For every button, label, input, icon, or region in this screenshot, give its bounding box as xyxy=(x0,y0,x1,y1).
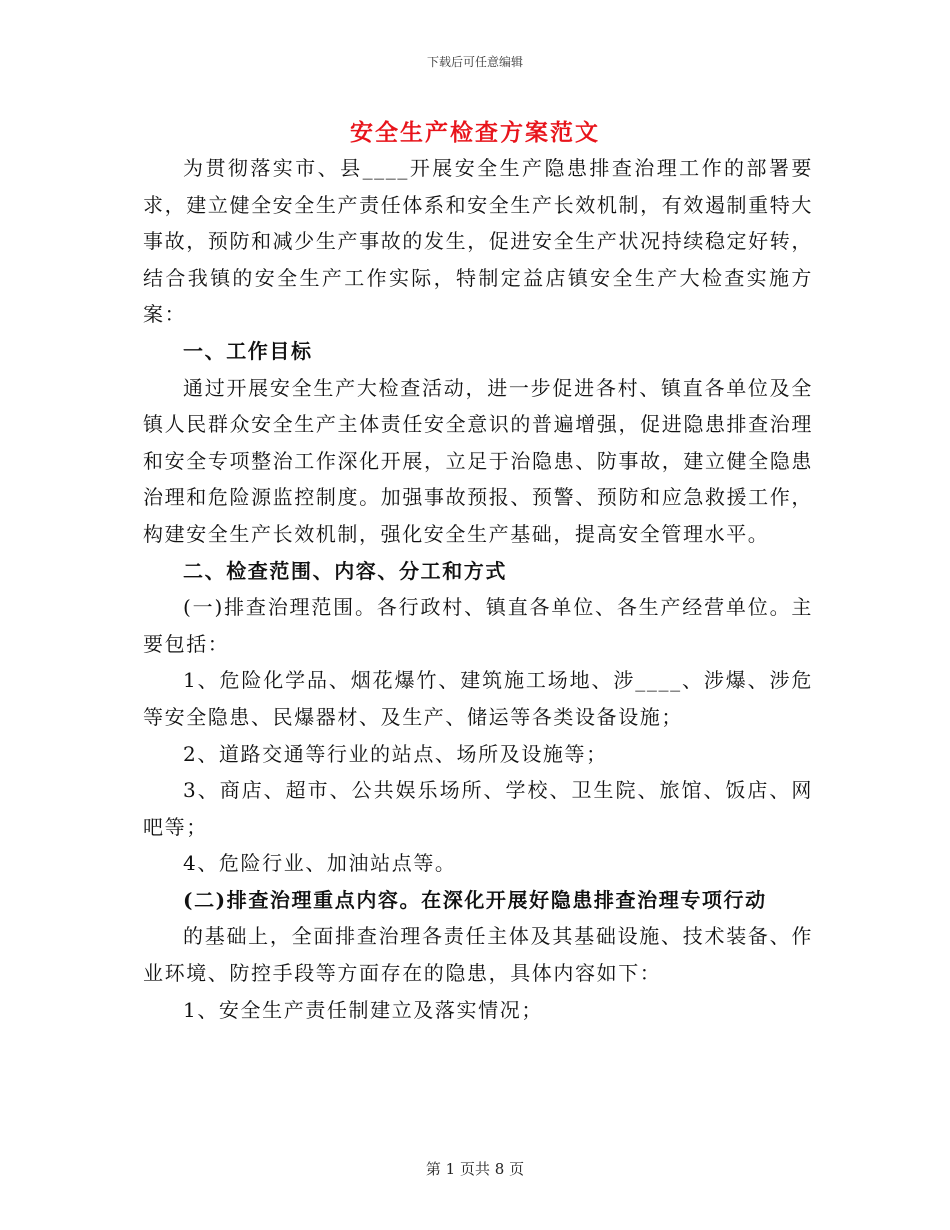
section-heading-scope: 二、检查范围、内容、分工和方式 xyxy=(183,558,507,583)
document-body xyxy=(143,150,813,1028)
paragraph-scope: (一)排查治理范围。各行政村、镇直各单位、各生产经营单位。主要包括： xyxy=(143,595,813,656)
list-item: 4、危险行业、加油站点等。 xyxy=(183,851,457,876)
list-item: 1、危险化学品、烟花爆竹、建筑施工场地、涉____、涉爆、涉危等安全隐患、民爆器材、及生产、储运等各类设备设施； xyxy=(143,668,813,729)
paragraph-goals: 通过开展安全生产大检查活动，进一步促进各村、镇直各单位及全镇人民群众安全生产主体责任安全意识的普遍增强，促进隐患排查治理和安全专项整治工作深化开展，立足于治隐患、防事故，建立健全隐患治理和危险源监控制度。加强事故预报、预警、预防和应急救援工作，构建安全生产长效机制，强化安全生产基础，提高安全管理水平。 xyxy=(143,375,813,546)
list-item: 1、安全生产责任制建立及落实情况； xyxy=(183,997,543,1022)
paragraph-key-content: 的基础上，全面排查治理各责任主体及其基础设施、技术装备、作业环境、防控手段等方面存在的隐患，具体内容如下： xyxy=(143,924,813,986)
subsection-heading-key-content: (二)排查治理重点内容。在深化开展好隐患排查治理专项行动 xyxy=(183,887,767,912)
list-item: 3、商店、超市、公共娱乐场所、学校、卫生院、旅馆、饭店、网吧等； xyxy=(143,778,813,839)
list-item: 2、道路交通等行业的站点、场所及设施等； xyxy=(183,741,608,766)
section-heading-goals: 一、工作目标 xyxy=(183,338,313,363)
document-title: 安全生产检查方案范文 xyxy=(350,119,600,146)
page-number-footer: 第 1 页共 8 页 xyxy=(425,1160,525,1178)
header-note: 下载后可任意编辑 xyxy=(426,55,523,69)
paragraph-intro: 为贯彻落实市、县____开展安全生产隐患排查治理工作的部署要求，建立健全安全生产责任体系和安全生产长效机制，有效遏制重特大事故，预防和减少生产事故的发生，促进安全生产状况持续稳定好转，结合我镇的安全生产工作实际，特制定益店镇安全生产大检查实施方案： xyxy=(143,156,813,327)
